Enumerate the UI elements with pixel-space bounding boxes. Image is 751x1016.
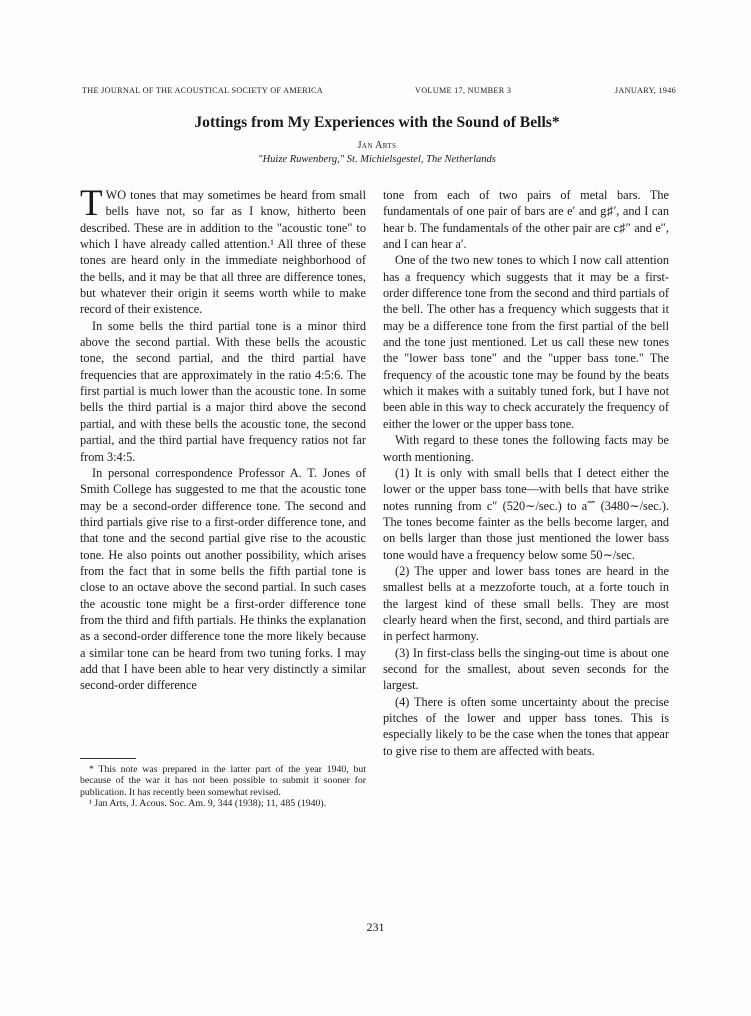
running-head-journal: THE JOURNAL OF THE ACOUSTICAL SOCIETY OF AMERICA <box>82 86 324 95</box>
author-affiliation: "Huize Ruwenberg," St. Michielsgestel, The Netherlands <box>258 154 496 165</box>
paragraph: In some bells the third partial tone is a minor third above the second partial. With these bells the acoustic tone, the second partial, and the third partial have frequencies that are approximately in the ratio 4:5:6. The first partial is much lower than the acoustic tone. In some bells the third partial is a major third above the second partial, and with these bells the acoustic tone, the second partial, and the third partial have frequency ratios not far from 3:4:5. <box>80 318 366 464</box>
paragraph: (2) The upper and lower bass tones are heard in the smallest bells at a mezzoforte touch, at a forte touch in the largest kind of these small bells. They are most clearly heard when the first, second, and third partials are in perfect harmony. <box>383 563 669 644</box>
article-title: Jottings from My Experiences with the Sound of Bells* <box>194 114 560 131</box>
footnote-divider <box>80 758 136 759</box>
running-head-date: JANUARY, 1946 <box>614 86 676 95</box>
running-head-volume: VOLUME 17, NUMBER 3 <box>415 86 512 95</box>
paragraph: (1) It is only with small bells that I detect either the lower or the upper bass tone—with bells that have strike notes running from c″ (520∼/sec.) to a⁗ (3480∼/sec.). The tones become fainter as the bells become larger, and on bells larger than those just mentioned the lower bass tone would have a frequency below some 50∼/sec. <box>383 465 669 562</box>
footnote: * This note was prepared in the latter part of the year 1940, but because of the war it has not been possible to submit it sooner for publication. It has recently been somewhat revised. <box>80 764 366 798</box>
right-column <box>383 187 669 759</box>
paragraph: With regard to these tones the following facts may be worth mentioning. <box>383 433 669 464</box>
paragraph: One of the two new tones to which I now call attention has a frequency which suggests that it may be a first-order difference tone from the second and third partials of the bell. The other has a frequency which suggests that it may be a difference tone from the first partial of the bell and the tone just mentioned. Let us call these new tones the "lower bass tone" and the "upper bass tone." The frequency of the acoustic tone may be found by the beats which it makes with a suitably tuned fork, but I have not been able in this way to check accurately the frequency of either the lower or the upper bass tone. <box>383 253 669 431</box>
paragraph: In personal correspondence Professor A. T. Jones of Smith College has suggested to me that the acoustic tone may be a second-order difference tone. The second and third partials give rise to a first-order difference tone, and that tone and the second partial give rise to the acoustic tone. He also points out another possibility, which arises from the fact that in some bells the fifth partial tone is close to an octave above the second partial. In such cases the acoustic tone might be a first-order difference tone from the third and fifth partials. He thinks the explanation as a second-order difference tone the more likely because a similar tone can be heard from two tuning forks. I may add that I have been able to hear very distinctly a similar second-order difference <box>80 465 366 693</box>
paragraph: (3) In first-class bells the singing-out time is about one second for the smallest, about seven seconds for the largest. <box>383 645 669 693</box>
left-column <box>80 183 366 694</box>
paragraph-text: WO tones that may sometimes be heard from small bells have not, so far as I know, hitherto been described. These are in addition to the "acoustic tone" to which I have already called attention.¹ All three of these tones are heard only in the immediate neighborhood of the bells, and it may be that all three are difference tones, but whatever their origin it seems worth while to make record of their existence. <box>80 188 366 317</box>
footnote: ¹ Jan Arts, J. Acous. Soc. Am. 9, 344 (1938); 11, 485 (1940). <box>89 798 327 810</box>
author-name: Jan Arts <box>357 140 397 151</box>
footnotes <box>80 764 366 810</box>
paragraph <box>80 183 366 318</box>
drop-cap: T <box>80 183 103 224</box>
paragraph: tone from each of two pairs of metal bars. The fundamentals of one pair of bars are e′ and g♯′, and I can hear b. The fundamentals of the other pair are c♯″ and e″, and I can hear a′. <box>383 188 669 252</box>
paragraph: (4) There is often some uncertainty about the precise pitches of the lower and upper bass tones. This is especially likely to be the case when the tones that appear to give rise to them are affected with beats. <box>383 694 669 758</box>
page-number: 231 <box>366 920 385 934</box>
